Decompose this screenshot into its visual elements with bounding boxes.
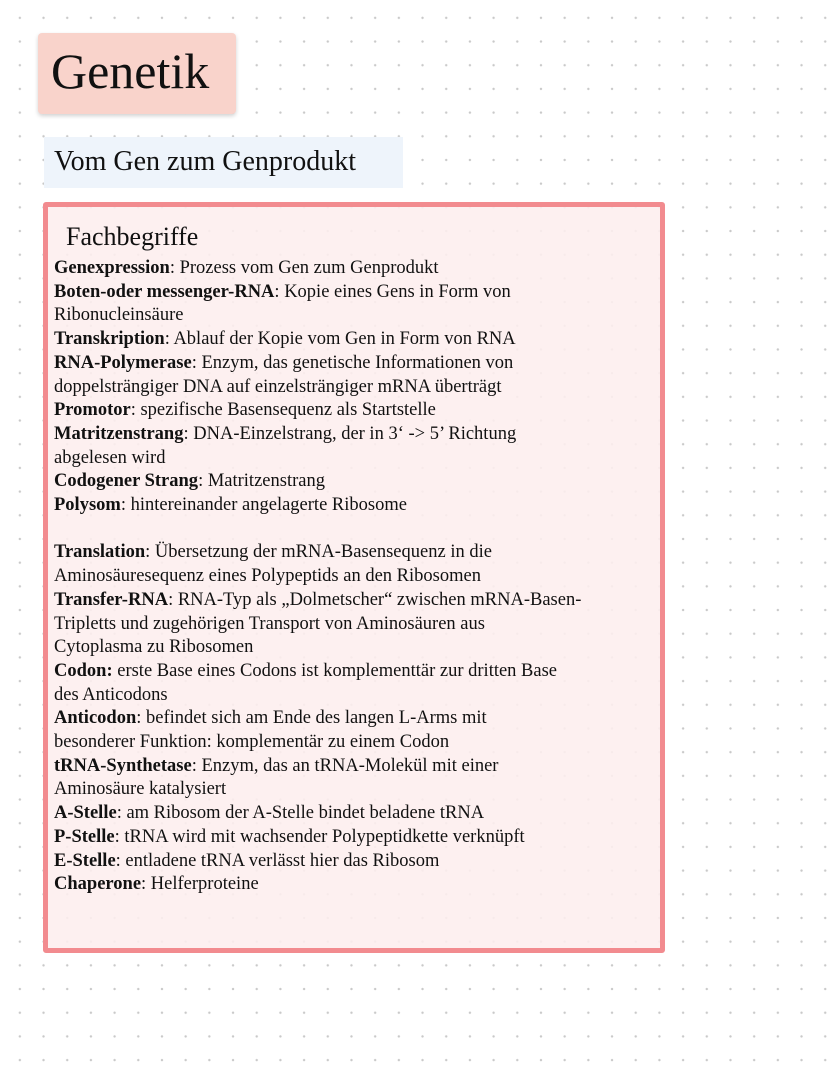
entry-definition: Helferproteine [150,874,259,895]
glossary-entry [54,541,581,588]
entry-separator: : [191,755,202,776]
glossary-entry [54,850,581,874]
card-title: Fachbegriffe [66,222,199,251]
entry-term: RNA-Polymerase [54,352,192,373]
entry-separator: : [145,542,155,563]
group-gap [54,518,581,542]
entry-definition: am Ribosom der A-Stelle bindet beladene tRNA [126,803,485,824]
entry-line [54,470,581,494]
entry-separator: : [141,874,151,895]
entry-line [54,376,581,400]
entry-separator: : [168,589,178,610]
entry-line [54,257,581,281]
entry-line [54,589,581,613]
entry-line [54,423,581,447]
entry-line [54,684,581,708]
entry-separator: : [169,258,180,278]
entry-line [54,755,581,779]
entry-line [54,850,581,874]
entry-term: Genexpression [54,258,170,278]
entry-line [54,873,581,897]
glossary-entry [54,707,581,754]
entry-line [54,778,581,802]
glossary-entry [54,755,581,802]
page-title: Genetik [51,43,210,99]
entry-line [54,660,581,684]
entry-definition: Enzym, das genetische Informationen von [201,352,514,373]
entry-definition: Ribonucleinsäure [54,305,184,326]
entry-term: Boten-oder messenger-RNA [54,281,275,302]
entry-definition: doppelsträngiger DNA auf einzelsträngiger mRNA überträgt [54,376,502,397]
entry-term: Matritzenstrang [54,423,184,444]
entry-line [54,399,581,423]
entry-term: A-Stelle [54,803,117,824]
glossary-entry [54,399,581,423]
entry-definition: Aminosäuresequenz eines Polypeptids an den Ribosomen [54,566,481,587]
entry-line [54,636,581,660]
glossary-entry [54,802,581,826]
entry-definition: besonderer Funktion: komplementär zu einem Codon [54,732,450,753]
entry-line [54,304,581,328]
entry-separator: : [183,423,194,444]
entry-separator: : [191,352,202,373]
entry-definition: DNA-Einzelstrang, der in 3‘ -> 5’ Richtung [193,423,517,444]
title-block [38,33,236,114]
glossary-entry [54,328,581,352]
entry-line [54,707,581,731]
entry-definition: Übersetzung der mRNA-Basensequenz in die [154,542,492,563]
entry-definition: befindet sich am Ende des langen L-Arms mit [146,708,487,729]
entry-separator: : [116,803,127,824]
glossary-entry [54,257,581,281]
entry-term: tRNA-Synthetase [54,755,192,776]
entry-term: Promotor [54,400,131,421]
glossary-card [43,202,665,953]
subtitle-block [44,137,403,188]
entry-line [54,826,581,850]
page-subtitle: Vom Gen zum Genprodukt [54,146,356,177]
glossary-entry [54,281,581,328]
entry-definition: erste Base eines Codons ist komplementtär zur dritten Base [117,660,558,681]
entry-line [54,328,581,352]
entry-separator: : [130,400,141,421]
entry-definition: des Anticodons [54,684,168,705]
entry-definition: RNA-Typ als „Dolmetscher“ zwischen mRNA-Basen- [177,589,582,610]
glossary-entry [54,873,581,897]
entry-line [54,802,581,826]
entry-line [54,731,581,755]
entry-definition: Cytoplasma zu Ribosomen [54,637,254,658]
entry-term: P-Stelle [54,826,115,847]
entry-line [54,613,581,637]
entry-term: E-Stelle [54,850,116,871]
entry-term: Anticodon [54,708,137,729]
entry-definition: Matritzenstrang [207,471,325,492]
entry-term: Polysom [54,495,121,516]
glossary-entry [54,470,581,494]
glossary-entry [54,660,581,707]
entry-separator: : [164,329,174,350]
entry-line [54,565,581,589]
entry-line [54,494,581,518]
glossary-entry [54,352,581,399]
entry-definition: Prozess vom Gen zum Genprodukt [179,258,439,278]
entry-separator: : [120,495,131,516]
entry-definition: entladene tRNA verlässt hier das Ribosom [125,850,440,871]
entry-definition: Ablauf der Kopie vom Gen in Form von RNA [173,329,516,350]
glossary-entry [54,423,581,470]
glossary-entry [54,589,581,660]
entry-definition: hintereinander angelagerte Ribosome [130,495,407,516]
entry-definition: abgelesen wird [54,447,166,468]
glossary-entry [54,826,581,850]
entry-term: Transkription [54,329,165,350]
entry-separator: : [115,850,126,871]
entry-term: Chaperone [54,874,142,895]
entry-term: Transfer-RNA [54,589,169,610]
entry-definition: Tripletts und zugehörigen Transport von Aminosäuren aus [54,613,485,634]
glossary-entry [54,494,581,518]
entry-definition: Aminosäure katalysiert [54,779,227,800]
entry-definition: tRNA wird mit wachsender Polypeptidkette verknüpft [124,826,525,847]
entry-separator: : [274,281,285,302]
entry-definition: Kopie eines Gens in Form von [284,281,511,302]
entry-separator: : [114,826,125,847]
entry-term: Codogener Strang [54,471,199,492]
entry-definition: Enzym, das an tRNA-Molekül mit einer [201,755,499,776]
entry-line [54,281,581,305]
entry-term: Codon: [54,660,113,681]
entry-separator: : [136,708,147,729]
entry-line [54,447,581,471]
entry-term: Translation [54,542,146,563]
glossary-list [54,257,581,897]
entry-separator: : [198,471,208,492]
entry-line [54,352,581,376]
entry-definition: spezifische Basensequenz als Startstelle [140,400,436,421]
entry-line [54,541,581,565]
